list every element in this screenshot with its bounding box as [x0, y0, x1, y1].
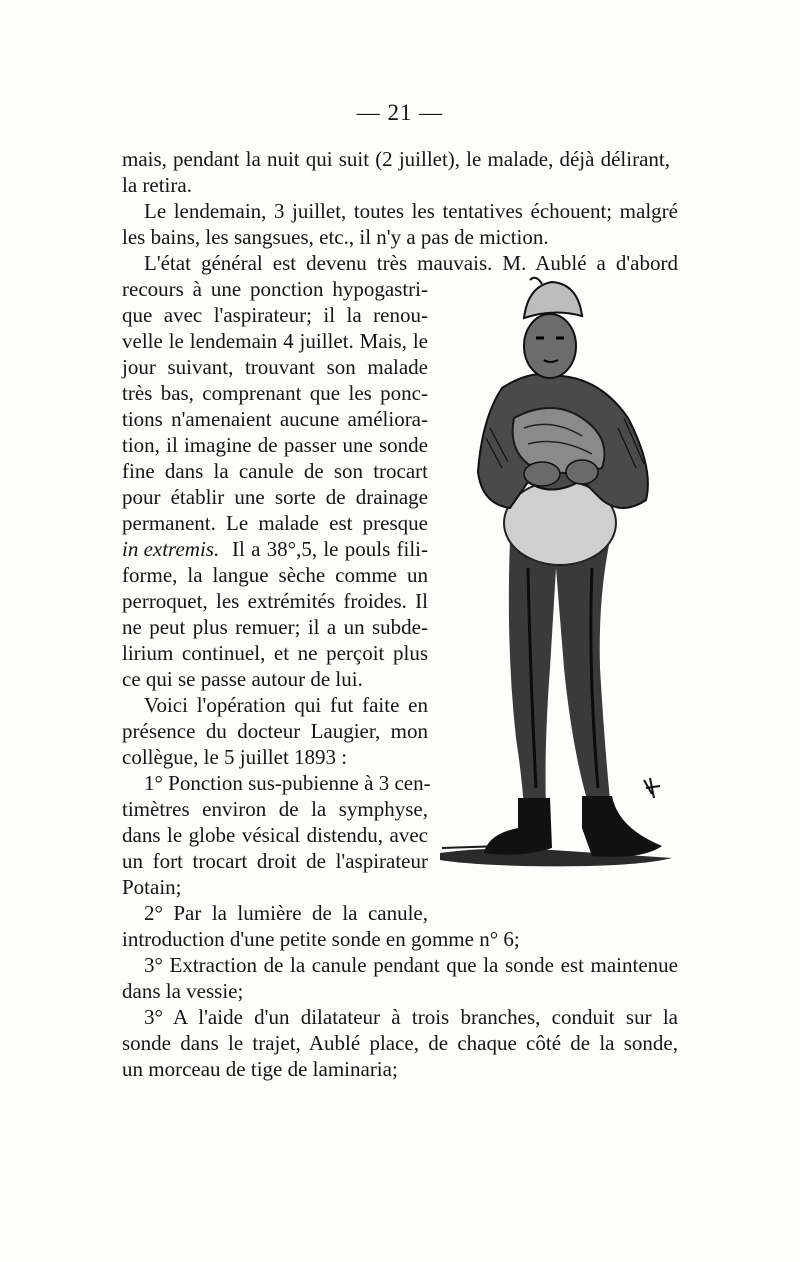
text-line: dans la vessie;: [122, 979, 244, 1003]
text-line: très bas, comprenant que les ponc-: [122, 381, 428, 405]
text-line: Il a 38°,5, le pouls fili-: [232, 537, 428, 561]
standing-patient-engraving-icon: [432, 268, 680, 874]
text-line-italic: in extremis.: [122, 537, 220, 561]
text-line: lirium continuel, et ne perçoit plus: [122, 641, 428, 665]
text-line: tion, il imagine de passer une sonde: [122, 433, 428, 457]
text-line: Voici l'opération qui fut faite en: [144, 693, 428, 717]
text-line: mais, pendant la nuit qui suit (2 juillet), le malade, déjà délirant,: [122, 147, 670, 171]
text-line: L'état général est devenu très mauvais. M. Aublé a d'abord: [144, 251, 678, 275]
text-line: velle le lendemain 4 juillet. Mais, le: [122, 329, 428, 353]
text-line: collègue, le 5 juillet 1893 :: [122, 745, 348, 769]
text-line: recours à une ponction hypogastri-: [122, 277, 428, 301]
text-line: jour suivant, trouvant son malade: [122, 355, 428, 379]
text-line: que avec l'aspirateur; il la renou-: [122, 303, 428, 327]
text-line: présence du docteur Laugier, mon: [122, 719, 428, 743]
text-line: timètres environ de la symphyse,: [122, 797, 428, 821]
text-line: sonde dans le trajet, Aublé place, de chaque côté de la sonde,: [122, 1031, 678, 1055]
text-line: introduction d'une petite sonde en gomme n° 6;: [122, 927, 520, 951]
text-line: forme, la langue sèche comme un: [122, 563, 428, 587]
text-line: 2° Par la lumière de la canule,: [144, 901, 428, 925]
text-line: un morceau de tige de laminaria;: [122, 1057, 398, 1081]
text-line: 3° Extraction de la canule pendant que la sonde est maintenue: [144, 953, 678, 977]
text-line: les bains, les sangsues, etc., il n'y a pas de miction.: [122, 225, 549, 249]
text-line: tions n'amenaient aucune améliora-: [122, 407, 428, 431]
patient-illustration: [432, 268, 680, 874]
text-line: ce qui se passe autour de lui.: [122, 667, 363, 691]
text-line: pour établir une sorte de drainage: [122, 485, 428, 509]
page-number: — 21 —: [356, 100, 444, 125]
text-line: perroquet, les extrémités froides. Il: [122, 589, 428, 613]
text-line: ne peut plus remuer; il a un subde-: [122, 615, 428, 639]
text-line: fine dans la canule de son trocart: [122, 459, 428, 483]
text-line: la retira.: [122, 173, 192, 197]
text-line: dans le globe vésical distendu, avec: [122, 823, 428, 847]
text-line: Le lendemain, 3 juillet, toutes les tentatives échouent; malgré: [144, 199, 678, 223]
text-line: 3° A l'aide d'un dilatateur à trois branches, conduit sur la: [144, 1005, 678, 1029]
text-line: permanent. Le malade est presque: [122, 511, 428, 535]
text-line: 1° Ponction sus-pubienne à 3 cen-: [144, 771, 431, 795]
text-line: Potain;: [122, 875, 182, 899]
text-line: un fort trocart droit de l'aspirateur: [122, 849, 428, 873]
